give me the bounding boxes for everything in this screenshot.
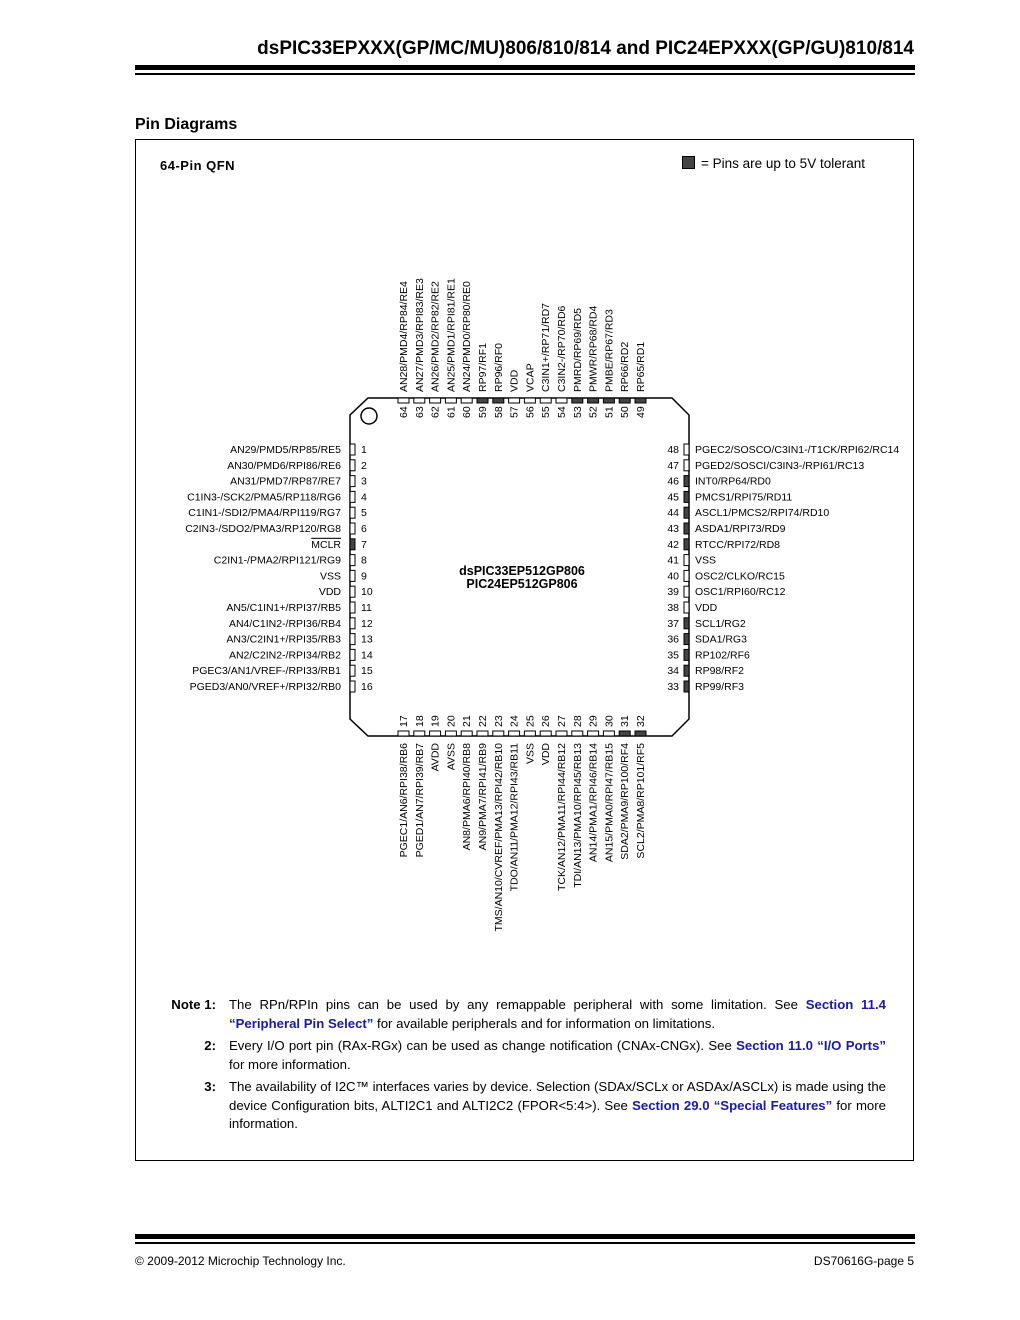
pin-label-top: VCAP: [524, 363, 537, 392]
pin-number: 8: [361, 554, 367, 567]
pin-pad: [493, 398, 504, 403]
pin-number: 37: [667, 617, 679, 630]
note-text-post: for more information.: [229, 1097, 886, 1131]
pin-label-top: AN24/PMD0/RP80/RE0: [461, 281, 474, 392]
pin-label-right: PGED2/SOSCI/C3IN3-/RPI61/RC13: [695, 459, 865, 472]
pin-pad: [350, 491, 355, 502]
pin-pad: [414, 731, 425, 736]
pin-label-left: AN30/PMD6/RPI86/RE6: [227, 459, 341, 472]
pin-label-bottom: PGEC1/AN6/RPI38/RB6: [398, 743, 410, 858]
pin-label-bottom: VSS: [524, 743, 537, 765]
pin-label-bottom: TDI/AN13/PMA10/RPI45/RB13: [571, 743, 584, 888]
pin-number: 2: [361, 459, 367, 472]
pin-label-right: ASCL1/PMCS2/RPI74/RD10: [695, 507, 830, 520]
pin-label-bottom: VDD: [540, 743, 553, 766]
pin-pad: [684, 555, 689, 566]
pin-pad: [350, 523, 355, 534]
pin-label-left: C1IN3-/SCK2/PMA5/RP118/RG6: [187, 491, 341, 504]
pin-pad: [556, 398, 567, 403]
pin-number: 6: [361, 523, 367, 535]
chip-name-line1: dsPIC33EP512GP806: [459, 564, 585, 578]
pin-label-right: PGEC2/SOSCO/C3IN1-/T1CK/RPI62/RC14: [695, 444, 900, 456]
pin-number: 31: [619, 715, 632, 727]
pin-label-right: VSS: [695, 554, 717, 567]
pin-label-left: PGEC3/AN1/VREF-/RPI33/RB1: [192, 665, 341, 678]
pin-pad: [556, 731, 567, 736]
pin-number: 64: [398, 406, 410, 418]
pin-pad: [588, 398, 599, 403]
pin-number: 32: [635, 715, 647, 727]
pin-number: 23: [492, 715, 505, 727]
pin-pad: [430, 731, 441, 736]
note-key: 2:: [204, 1038, 216, 1053]
pin-label-left: AN3/C2IN1+/RPI35/RB3: [226, 633, 341, 646]
pin-number: 56: [524, 406, 537, 418]
pin-pad: [350, 665, 355, 676]
note-text: [229, 1078, 886, 1134]
pin-label-bottom: TMS/AN10/CVREF/PMA13/RPI42/RB10: [492, 743, 505, 932]
pin1-marker: [361, 408, 377, 424]
pin-pad: [540, 731, 551, 736]
pin-label-right: PMCS1/RPI75/RD11: [695, 491, 793, 504]
pin-number: 11: [361, 602, 372, 614]
pin-label-top: AN26/PMD2/RP82/RE2: [429, 281, 442, 392]
pin-number: 41: [667, 554, 679, 567]
pin-pad: [540, 398, 551, 403]
pin-number: 27: [556, 715, 568, 727]
footer-rule-thick: [135, 1234, 915, 1239]
pin-number: 25: [524, 715, 537, 727]
pin-pad: [684, 634, 689, 645]
pin-pad: [684, 618, 689, 629]
note-key: Note 1:: [171, 997, 216, 1012]
pin-label-left: MCLR: [311, 538, 341, 551]
pin-number: 17: [398, 715, 410, 727]
pin-number: 16: [361, 681, 373, 693]
note-3: [160, 1078, 886, 1134]
pin-label-left: AN29/PMD5/RP85/RE5: [230, 444, 341, 456]
pin-label-bottom: AN15/PMA0/RPI47/RB15: [603, 743, 616, 863]
pin-label-left: AN31/PMD7/RP87/RE7: [230, 475, 341, 488]
pin-label-bottom: AN9/PMA7/RPI41/RB9: [477, 743, 489, 851]
pin-label-bottom: TCK/AN12/PMA11/RPI44/RB12: [556, 743, 568, 892]
pin-label-top: AN28/PMD4/RP84/RE4: [398, 281, 410, 392]
pin-pad: [684, 444, 689, 455]
pin-number: 35: [667, 649, 679, 662]
pin-pad: [684, 523, 689, 534]
pin-number: 61: [445, 406, 458, 418]
pin-label-right: RP102/RF6: [695, 649, 750, 662]
pin-pad: [350, 570, 355, 581]
pin-number: 59: [477, 406, 489, 418]
pin-pad: [414, 398, 425, 403]
pin-label-right: OSC2/CLKO/RC15: [695, 570, 785, 583]
pin-label-left: VSS: [319, 570, 341, 583]
pin-number: 44: [667, 507, 679, 520]
document-header-title: dsPIC33EPXXX(GP/MC/MU)806/810/814 and PIC24EPXXX(GP/GU)810/814: [257, 38, 914, 59]
pin-number: 38: [667, 602, 679, 614]
footer-rule-thin: [135, 1242, 915, 1244]
pin-pad: [350, 539, 355, 550]
pin-pad: [398, 398, 409, 403]
pin-pad: [350, 460, 355, 471]
pin-number: 30: [603, 715, 616, 727]
pin-pad: [684, 602, 689, 613]
pin-pad: [684, 491, 689, 502]
note-text-pre: The availability of I2C™ interfaces varies by device. Selection (SDAx/SCLx or ASDAx/ASCLx) is made using the device Configuration bits, ALTI2C1 and ALTI2C2 (FPOR<5:4>). See: [229, 1079, 886, 1113]
pin-label-top: AN25/PMD1/RPI81/RE1: [445, 278, 458, 392]
pin-label-bottom: PGED1/AN7/RPI39/RB7: [413, 743, 426, 858]
pin-number: 26: [540, 715, 553, 727]
pin-number: 7: [361, 538, 367, 551]
pin-label-bottom: TDO/AN11/PMA12/RPI43/RB11: [508, 743, 521, 892]
pin-label-left: AN5/C1IN1+/RPI37/RB5: [226, 602, 341, 614]
note-link-section-29-0[interactable]: Section 29.0 “Special Features”: [632, 1097, 833, 1113]
pin-pad: [350, 444, 355, 455]
pin-number: 57: [508, 406, 521, 418]
pin-number: 62: [429, 406, 442, 418]
pin-pad: [445, 398, 456, 403]
pin-label-left: AN4/C1IN2-/RPI36/RB4: [228, 617, 341, 630]
pin-label-top: VDD: [508, 369, 521, 392]
pin-pad: [509, 398, 520, 403]
pin-pad: [572, 398, 583, 403]
pin-pad: [684, 539, 689, 550]
pin-label-right: VDD: [695, 602, 718, 614]
pin-number: 40: [667, 570, 679, 583]
pin-number: 14: [361, 649, 373, 662]
pin-pad: [619, 731, 630, 736]
pin-number: 43: [667, 523, 679, 535]
note-text-post: for available peripherals and for information on limitations.: [373, 1015, 715, 1031]
chip-name-line2: PIC24EP512GP806: [466, 577, 578, 591]
pin-pad: [635, 398, 646, 403]
pin-label-top: PMRD/RP69/RD5: [571, 307, 584, 392]
pin-pad: [684, 507, 689, 518]
footer-copyright: © 2009-2012 Microchip Technology Inc.: [135, 1254, 346, 1268]
pin-pad: [684, 460, 689, 471]
pin-number: 24: [508, 715, 521, 727]
pin-number: 13: [361, 633, 373, 646]
pin-pad: [603, 731, 614, 736]
pin-number: 48: [667, 444, 679, 456]
pin-label-right: RP98/RF2: [695, 665, 745, 678]
pin-label-bottom: AVDD: [429, 743, 442, 772]
pin-pad: [461, 398, 472, 403]
pin-number: 50: [619, 406, 632, 418]
pin-pad: [477, 398, 488, 403]
pin-label-bottom: SDA2/PMA9/RP100/RF4: [619, 743, 632, 860]
pin-pad: [524, 398, 535, 403]
pin-pad: [588, 731, 599, 736]
pin-number: 34: [667, 665, 679, 678]
note-link-section-11-0[interactable]: Section 11.0 “I/O Ports”: [736, 1038, 886, 1053]
pin-number: 22: [477, 715, 489, 727]
section-title: Pin Diagrams: [135, 116, 238, 133]
pin-number: 49: [635, 406, 647, 418]
footer-page-number: DS70616G-page 5: [813, 1254, 914, 1268]
pin-number: 54: [556, 406, 568, 418]
pin-label-right: ASDA1/RPI73/RD9: [695, 523, 786, 535]
pin-pad: [684, 570, 689, 581]
pin-number: 28: [571, 715, 584, 727]
note-1: [160, 996, 886, 1033]
pin-pad: [509, 731, 520, 736]
pin-pad: [572, 731, 583, 736]
pin-pad: [350, 555, 355, 566]
pin-number: 53: [571, 406, 584, 418]
note-text: [229, 1037, 886, 1074]
pin-label-top: RP65/RD1: [635, 341, 647, 392]
note-key: 3:: [204, 1079, 216, 1094]
pin-pad: [430, 398, 441, 403]
pin-label-left: C1IN1-/SDI2/PMA4/RPI119/RG7: [188, 507, 341, 520]
pin-number: 63: [413, 406, 426, 418]
pin-label-bottom: AN8/PMA6/RPI40/RB8: [461, 743, 474, 851]
pin-pad: [350, 507, 355, 518]
note-link-section-11-4[interactable]: Section 11.4 “Peripheral Pin Select”: [229, 997, 886, 1031]
pin-number: 15: [361, 665, 373, 678]
pin-pad: [445, 731, 456, 736]
pin-number: 19: [429, 715, 442, 727]
pin-label-top: RP96/RF0: [492, 342, 505, 392]
legend-text: = Pins are up to 5V tolerant: [701, 156, 865, 171]
pin-pad: [350, 681, 355, 692]
pin-pad: [477, 731, 488, 736]
pin-number: 60: [461, 406, 474, 418]
pin-label-top: AN27/PMD3/RPI83/RE3: [413, 278, 426, 392]
pin-label-right: SDA1/RG3: [695, 633, 747, 646]
pin-pad: [398, 731, 409, 736]
pin-pad: [684, 649, 689, 660]
notes-block: [160, 996, 886, 1138]
pin-number: 42: [667, 538, 679, 551]
pin-pad: [461, 731, 472, 736]
note-text-pre: Every I/O port pin (RAx-RGx) can be used as change notification (CNAx-CNGx). See: [229, 1038, 737, 1053]
pin-label-right: RTCC/RPI72/RD8: [695, 538, 780, 551]
pin-number: 10: [361, 586, 373, 599]
pin-pad: [603, 398, 614, 403]
pin-number: 52: [587, 406, 600, 418]
note-text: [229, 996, 886, 1033]
pin-number: 5: [361, 507, 367, 520]
pin-number: 46: [667, 475, 679, 488]
pin-label-bottom: SCL2/PMA8/RP101/RF5: [635, 743, 647, 859]
pin-number: 55: [540, 406, 553, 418]
pin-number: 47: [667, 459, 679, 472]
pin-label-top: C3IN2-/RP70/RD6: [556, 305, 568, 392]
pin-pad: [635, 731, 646, 736]
pin-pad: [684, 476, 689, 487]
pin-number: 36: [667, 633, 679, 646]
pin-label-left: C2IN1-/PMA2/RPI121/RG9: [213, 554, 341, 567]
pin-pad: [350, 634, 355, 645]
pin-number: 3: [361, 475, 367, 488]
pin-pad: [350, 618, 355, 629]
pin-number: 51: [603, 406, 616, 418]
pin-label-right: SCL1/RG2: [695, 617, 746, 630]
note-2: [160, 1037, 886, 1074]
pin-label-left: AN2/C2IN2-/RPI34/RB2: [228, 649, 341, 662]
pin-label-bottom: AN14/PMA1/RPI46/RB14: [587, 743, 600, 863]
pin-label-top: RP97/RF1: [477, 342, 489, 392]
pin-number: 33: [667, 681, 679, 693]
pin-label-right: RP99/RF3: [695, 681, 745, 693]
pin-number: 12: [361, 617, 373, 630]
pin-number: 39: [667, 586, 679, 599]
package-label: 64-Pin QFN: [160, 158, 236, 173]
pin-pad: [684, 681, 689, 692]
pin-number: 45: [667, 491, 679, 504]
pin-label-right: INT0/RP64/RD0: [695, 475, 771, 488]
pin-number: 58: [492, 406, 505, 418]
pin-pad: [350, 476, 355, 487]
pin-number: 18: [413, 715, 426, 727]
pin-label-top: PMWR/RP68/RD4: [587, 305, 600, 392]
pin-label-left: C2IN3-/SDO2/PMA3/RP120/RG8: [185, 523, 341, 535]
pin-number: 29: [587, 715, 600, 727]
pin-pad: [350, 649, 355, 660]
pin-pad: [684, 665, 689, 676]
pin-pad: [684, 586, 689, 597]
pin-pad: [350, 602, 355, 613]
pin-label-top: RP66/RD2: [619, 341, 632, 392]
pin-label-top: C3IN1+/RP71/RD7: [540, 303, 553, 392]
pin-pad: [619, 398, 630, 403]
note-text-pre: The RPn/RPIn pins can be used by any remappable peripheral with some limitation. See: [229, 997, 806, 1012]
pin-pad: [350, 586, 355, 597]
note-text-post: for more information.: [229, 1056, 351, 1072]
pin-pad: [524, 731, 535, 736]
pin-pad: [493, 731, 504, 736]
pin-label-right: OSC1/RPI60/RC12: [695, 586, 786, 599]
pin-label-left: VDD: [318, 586, 341, 599]
pin-number: 9: [361, 570, 367, 583]
pin-number: 20: [445, 715, 458, 727]
pin-number: 21: [461, 715, 474, 727]
pin-label-top: PMBE/RP67/RD3: [603, 309, 616, 392]
pin-number: 4: [361, 491, 367, 504]
pin-label-bottom: AVSS: [445, 743, 458, 771]
pin-label-left: PGED3/AN0/VREF+/RPI32/RB0: [189, 681, 341, 693]
pin-number: 1: [361, 444, 367, 456]
